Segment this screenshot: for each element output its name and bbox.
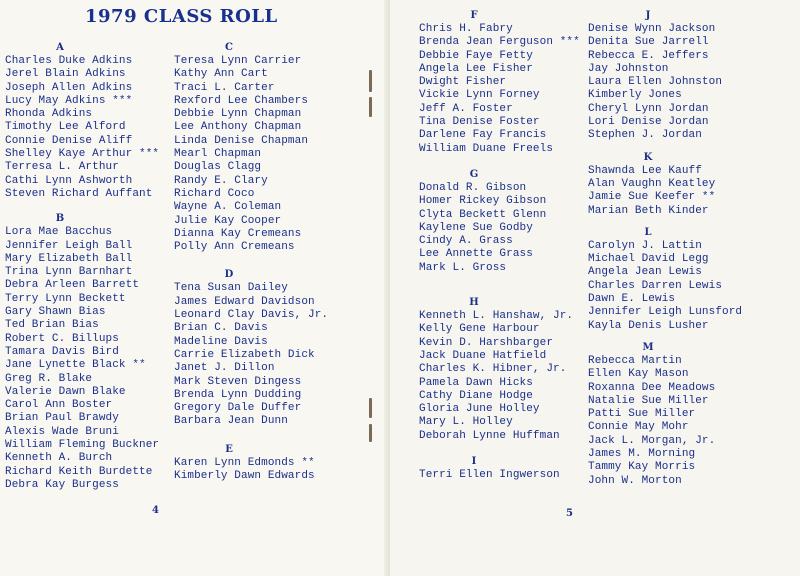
- column-4: [588, 6, 788, 488]
- student-name: Kelly Gene Harbour: [419, 323, 540, 336]
- student-name: Mary L. Holley: [419, 416, 513, 429]
- section-e: [174, 457, 374, 484]
- student-name: Kaylene Sue Godby: [419, 221, 533, 234]
- student-name: Richard Keith Burdette: [5, 465, 153, 478]
- section-g: [419, 182, 584, 275]
- section-a: [5, 55, 170, 201]
- student-name: Carrie Elizabeth Dick: [174, 348, 315, 361]
- student-name: Deborah Lynne Huffman: [419, 429, 560, 442]
- student-name: Charles Darren Lewis: [588, 279, 723, 292]
- section-i: [419, 469, 584, 482]
- student-name: Angela Jean Lewis: [588, 266, 702, 279]
- student-name: John W. Morton: [588, 474, 682, 487]
- student-name: Charles Duke Adkins: [5, 55, 133, 67]
- student-name: Traci L. Carter: [174, 81, 275, 94]
- student-name: Kimberly Jones: [588, 89, 682, 102]
- section-letter-d: D: [224, 269, 234, 281]
- student-name: Lee Anthony Chapman: [174, 121, 302, 134]
- section-j: [588, 23, 788, 143]
- student-name: Shelley Kaye Arthur ***: [5, 148, 160, 161]
- student-name: Tena Susan Dailey: [174, 282, 288, 295]
- student-name: Lora Mae Bacchus: [5, 226, 113, 239]
- staple-top: [369, 70, 372, 92]
- column-3: [419, 6, 584, 482]
- student-name: Natalie Sue Miller: [588, 394, 709, 407]
- student-name: Cheryl Lynn Jordan: [588, 102, 709, 115]
- student-name: Michael David Legg: [588, 253, 709, 266]
- section-letter-j: J: [645, 10, 651, 21]
- student-name: Lee Annette Grass: [419, 248, 533, 261]
- student-name: Debbie Faye Fetty: [419, 49, 533, 62]
- section-k: [588, 165, 788, 218]
- student-name: Laura Ellen Johnston: [588, 76, 723, 89]
- student-name: Rexford Lee Chambers: [174, 94, 309, 107]
- student-name: Denita Sue Jarrell: [588, 36, 709, 49]
- section-m: [588, 355, 788, 488]
- student-name: Vickie Lynn Forney: [419, 89, 540, 102]
- student-name: Madeline Davis: [174, 335, 268, 348]
- section-f: [419, 23, 584, 156]
- student-name: Cindy A. Grass: [419, 235, 513, 248]
- section-letter-b: B: [55, 213, 65, 225]
- student-name: Janet J. Dillon: [174, 362, 275, 375]
- student-name: William Fleming Buckner: [5, 439, 160, 452]
- student-name: Barbara Jean Dunn: [174, 415, 288, 428]
- section-letter-f: F: [470, 10, 478, 21]
- student-name: Rhonda Adkins: [5, 108, 93, 121]
- section-letter-k: K: [643, 151, 653, 163]
- student-name: Connie May Mohr: [588, 421, 689, 434]
- section-letter-l: L: [644, 226, 652, 238]
- page-title: 1979 CLASS ROLL: [85, 6, 278, 27]
- section-letter-h: H: [469, 297, 479, 309]
- student-name: Shawnda Lee Kauff: [588, 164, 702, 177]
- student-name: Gregory Dale Duffer: [174, 402, 302, 415]
- student-name: Tammy Kay Morris: [588, 461, 696, 474]
- student-name: Alexis Wade Bruni: [5, 425, 119, 438]
- student-name: Dianna Kay Cremeans: [174, 227, 302, 240]
- student-name: James Edward Davidson: [174, 295, 315, 308]
- student-name: Jay Johnston: [588, 62, 669, 75]
- student-name: Jeff A. Foster: [419, 102, 513, 115]
- student-name: William Duane Freels: [419, 142, 554, 155]
- student-name: Jane Lynette Black **: [5, 359, 146, 372]
- student-name: Roxanna Dee Meadows: [588, 381, 716, 394]
- student-name: Jennifer Leigh Lunsford: [588, 306, 743, 319]
- student-name: Brenda Jean Ferguson ***: [419, 36, 580, 49]
- student-name: Homer Rickey Gibson: [419, 195, 547, 208]
- student-name: Ted Brian Bias: [5, 319, 99, 332]
- student-name: Terresa L. Arthur: [5, 161, 119, 174]
- student-name: Patti Sue Miller: [588, 408, 696, 421]
- student-name: Kenneth A. Burch: [5, 452, 113, 465]
- student-name: Mark L. Gross: [419, 261, 507, 274]
- student-name: Trina Lynn Barnhart: [5, 266, 133, 279]
- student-name: Mary Elizabeth Ball: [5, 252, 133, 265]
- student-name: Dwight Fisher: [419, 76, 507, 89]
- student-name: Debbie Lynn Chapman: [174, 108, 302, 121]
- student-name: Kevin D. Harshbarger: [419, 336, 554, 349]
- student-name: Steven Richard Auffant: [5, 187, 153, 200]
- student-name: Douglas Clagg: [174, 161, 262, 174]
- student-name: Chris H. Fabry: [419, 23, 513, 35]
- section-h: [419, 310, 584, 443]
- student-name: Greg R. Blake: [5, 372, 93, 385]
- student-name: Brian C. Davis: [174, 322, 268, 335]
- student-name: Tina Denise Foster: [419, 116, 540, 129]
- student-name: Polly Ann Cremeans: [174, 241, 295, 254]
- student-name: Alan Vaughn Keatley: [588, 177, 716, 190]
- student-name: Marian Beth Kinder: [588, 204, 709, 217]
- student-name: Robert C. Billups: [5, 332, 119, 345]
- student-name: Gary Shawn Bias: [5, 306, 106, 319]
- student-name: Terri Ellen Ingwerson: [419, 469, 560, 482]
- section-c: [174, 55, 374, 254]
- student-name: Charles K. Hibner, Jr.: [419, 363, 567, 376]
- student-name: Kimberly Dawn Edwards: [174, 470, 315, 483]
- student-name: Brenda Lynn Dudding: [174, 388, 302, 401]
- student-name: Jack L. Morgan, Jr.: [588, 434, 716, 447]
- student-name: Rebecca E. Jeffers: [588, 49, 709, 62]
- section-letter-m: M: [642, 341, 654, 353]
- student-name: Timothy Lee Alford: [5, 121, 126, 134]
- student-name: Ellen Kay Mason: [588, 368, 689, 381]
- student-name: Cathi Lynn Ashworth: [5, 174, 133, 187]
- staple-bottom-2: [369, 424, 372, 442]
- section-d: [174, 282, 374, 428]
- student-name: Darlene Fay Francis: [419, 129, 547, 142]
- student-name: Mearl Chapman: [174, 148, 262, 161]
- student-name: Richard Coco: [174, 187, 255, 200]
- page-number-right: 5: [566, 508, 573, 519]
- student-name: Jack Duane Hatfield: [419, 349, 547, 362]
- page-number-left: 4: [152, 505, 159, 516]
- student-name: Carol Ann Boster: [5, 399, 113, 412]
- student-name: Lori Denise Jordan: [588, 116, 709, 129]
- student-name: Tamara Davis Bird: [5, 345, 119, 358]
- column-1: [5, 38, 170, 492]
- student-name: Joseph Allen Adkins: [5, 81, 133, 94]
- left-page: [0, 0, 390, 576]
- student-name: Kathy Ann Cart: [174, 68, 268, 81]
- student-name: Gloria June Holley: [419, 403, 540, 416]
- student-name: Clyta Beckett Glenn: [419, 208, 547, 221]
- section-letter-g: G: [469, 168, 479, 180]
- student-name: Jerel Blain Adkins: [5, 68, 126, 81]
- student-name: Denise Wynn Jackson: [588, 23, 716, 35]
- student-name: Cathy Diane Hodge: [419, 389, 533, 402]
- student-name: Jennifer Leigh Ball: [5, 239, 133, 252]
- student-name: Dawn E. Lewis: [588, 293, 676, 306]
- column-2: [174, 38, 374, 483]
- student-name: Kayla Denis Lusher: [588, 319, 709, 332]
- student-name: Julie Kay Cooper: [174, 214, 282, 227]
- section-letter-e: E: [225, 443, 233, 455]
- staple-top-2: [369, 97, 372, 117]
- student-name: Linda Denise Chapman: [174, 134, 309, 147]
- section-letter-a: A: [56, 42, 64, 53]
- student-name: Carolyn J. Lattin: [588, 239, 702, 252]
- student-name: Debra Arleen Barrett: [5, 279, 140, 292]
- student-name: Stephen J. Jordan: [588, 129, 702, 142]
- student-name: Randy E. Clary: [174, 174, 268, 187]
- student-name: Terry Lynn Beckett: [5, 292, 126, 305]
- student-name: Donald R. Gibson: [419, 181, 527, 194]
- student-name: Rebecca Martin: [588, 354, 682, 367]
- student-name: James M. Morning: [588, 448, 696, 461]
- section-letter-c: C: [225, 42, 233, 53]
- student-name: Angela Lee Fisher: [419, 62, 533, 75]
- student-name: Teresa Lynn Carrier: [174, 55, 302, 67]
- staple-bottom: [369, 398, 372, 418]
- student-name: Pamela Dawn Hicks: [419, 376, 533, 389]
- section-b: [5, 226, 170, 492]
- student-name: Wayne A. Coleman: [174, 201, 282, 214]
- student-name: Valerie Dawn Blake: [5, 385, 126, 398]
- student-name: Connie Denise Aliff: [5, 134, 133, 147]
- student-name: Debra Kay Burgess: [5, 478, 119, 491]
- student-name: Leonard Clay Davis, Jr.: [174, 309, 329, 322]
- right-page: [390, 0, 800, 576]
- section-letter-i: I: [471, 456, 477, 468]
- student-name: Kenneth L. Hanshaw, Jr.: [419, 310, 574, 323]
- student-name: Jamie Sue Keefer **: [588, 191, 716, 204]
- section-l: [588, 240, 788, 333]
- student-name: Brian Paul Brawdy: [5, 412, 119, 425]
- student-name: Mark Steven Dingess: [174, 375, 302, 388]
- student-name: Lucy May Adkins ***: [5, 94, 133, 107]
- student-name: Karen Lynn Edmonds **: [174, 456, 315, 469]
